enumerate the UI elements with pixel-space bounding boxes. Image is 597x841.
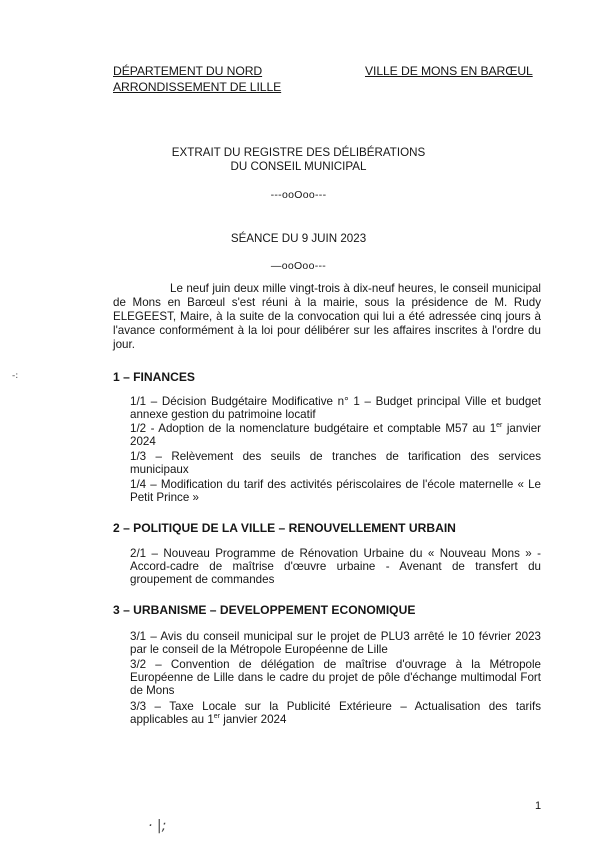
agenda-item-3-3-sup: er [213,712,221,720]
document-title-line1: EXTRAIT DU REGISTRE DES DÉLIBÉRATIONS [171,146,426,159]
department-header: DÉPARTEMENT DU NORD [113,64,263,78]
session-date: SÉANCE DU 9 JUIN 2023 [230,232,367,245]
intro-text: Le neuf juin deux mille vingt-trois à dix-neuf heures, le conseil municipal de Mons en Barœul s'est réuni à la mairie, sous la présidence de M. Rudy ELEGEEST, Maire, à la suite de la convocation qui lui a été adressée cinq jours à l'avance conformément à la loi pour délibérer sur les affaires inscrites à l'ordre du jour. [113,282,541,351]
section-heading-urbanisme: 3 – URBANISME – DEVELOPPEMENT ECONOMIQUE [113,603,416,617]
agenda-item-3-3-text-end: janvier 2024 [220,712,287,726]
agenda-item-1-2-text-end: janvier 2024 [130,422,542,448]
agenda-item-3-2: 3/2 – Convention de délégation de maîtrise d'ouvrage à la Métropole Européenne de Lille dans le cadre du projet de pôle d'échange multimodal Fort de Mons [130,658,541,697]
page-number: 1 [535,800,542,812]
agenda-item-1-2 [130,423,541,449]
title-separator: ---ooOoo--- [270,189,327,201]
city-header: VILLE DE MONS EN BARŒUL [365,64,533,78]
agenda-item-2-1: 2/1 – Nouveau Programme de Rénovation Urbaine du « Nouveau Mons » - Accord-cadre de maîtrise d'œuvre urbaine - Avenant de transfert du groupement de commandes [130,547,541,586]
section-heading-politique-ville: 2 – POLITIQUE DE LA VILLE – RENOUVELLEMENT URBAIN [113,521,456,535]
session-separator: —ooOoo--- [270,260,327,272]
agenda-item-3-3 [130,701,541,727]
agenda-item-1-4: 1/4 – Modification du tarif des activités périscolaires de l'école maternelle « Le Petit Prince » [130,478,541,504]
agenda-item-1-2-text: 1/2 - Adoption de la nomenclature budgétaire et comptable M57 au 1 [130,422,497,435]
scan-mark-bottom: · |; [148,818,167,834]
document-title-line2: DU CONSEIL MUNICIPAL [230,160,367,173]
scan-mark-left: -: [12,371,19,381]
agenda-item-1-2-sup: er [496,422,503,430]
intro-paragraph [113,282,541,352]
arrondissement-header: ARRONDISSEMENT DE LILLE [113,80,282,94]
agenda-item-1-3: 1/3 – Relèvement des seuils de tranches de tarification des services municipaux [130,450,541,476]
agenda-item-1-1: 1/1 – Décision Budgétaire Modificative n° 1 – Budget principal Ville et budget annexe gestion du patrimoine locatif [130,395,541,421]
agenda-item-3-3-text: 3/3 – Taxe Locale sur la Publicité Extérieure – Actualisation des tarifs applicables au 1 [130,700,541,726]
agenda-item-3-1: 3/1 – Avis du conseil municipal sur le projet de PLU3 arrêté le 10 février 2023 par le conseil de la Métropole Européenne de Lille [130,630,541,656]
section-heading-finances: 1 – FINANCES [113,370,195,384]
